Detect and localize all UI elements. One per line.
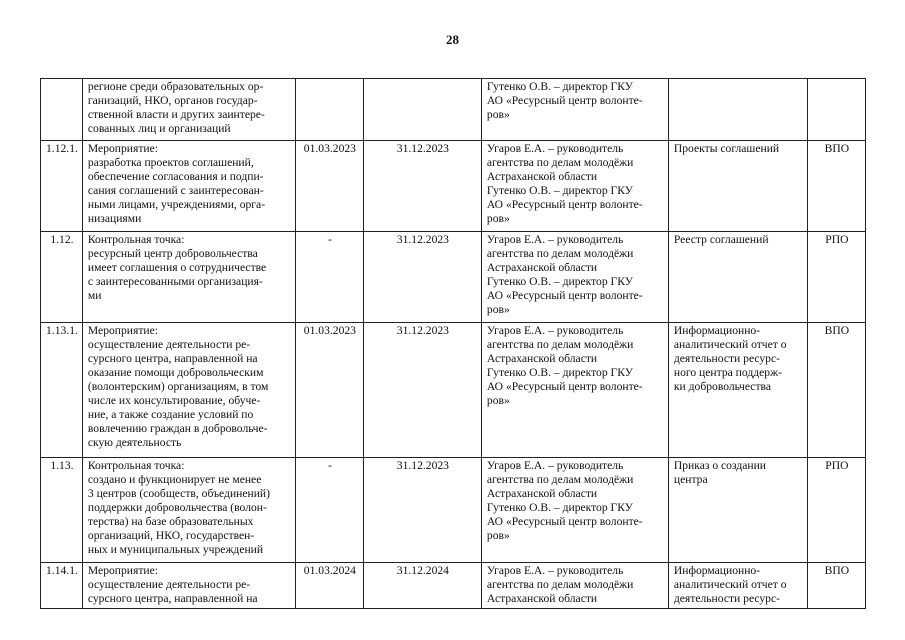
activity-description-line: Мероприятие: <box>87 564 158 577</box>
responsible-persons-line: Угаров Е.А. – руководитель <box>486 459 624 472</box>
responsible-persons-line: Астраханской области <box>486 352 598 365</box>
level-code: ВПО <box>807 563 865 609</box>
table-row <box>41 323 866 458</box>
page-number: 28 <box>446 32 459 47</box>
activity-description-line: с заинтересованными организация- <box>87 275 263 288</box>
end-date: 31.12.2023 <box>363 323 481 458</box>
end-date: 31.12.2023 <box>363 458 481 563</box>
activity-description-line: ресурсный центр добровольчества <box>87 247 258 260</box>
responsible-persons <box>481 458 668 563</box>
responsible-persons-line: Астраханской области <box>486 592 598 605</box>
responsible-persons-line: ров» <box>486 212 510 225</box>
responsible-persons <box>481 141 668 232</box>
responsible-persons-line: АО «Ресурсный центр волонте- <box>486 289 643 302</box>
activity-description-line: Мероприятие: <box>87 142 158 155</box>
responsible-persons-line: агентства по делам молодёжи <box>486 247 634 260</box>
activity-description-line: Контрольная точка: <box>87 459 185 472</box>
activity-description <box>82 79 295 141</box>
row-number <box>41 79 83 141</box>
row-number: 1.12.1. <box>41 141 83 232</box>
level-code: РПО <box>807 458 865 563</box>
activity-description-line: ными лицами, учреждениями, орга- <box>87 198 266 211</box>
table-row <box>41 458 866 563</box>
activity-description <box>82 323 295 458</box>
activity-description-line: поддержки добровольчества (волон- <box>87 501 267 514</box>
responsible-persons-line: ров» <box>486 303 510 316</box>
activity-description-line: ственной власти и других заинтере- <box>87 108 265 121</box>
responsible-persons-line: агентства по делам молодёжи <box>486 578 634 591</box>
responsible-persons-line: Угаров Е.А. – руководитель <box>486 324 624 337</box>
responsible-persons-line: Астраханской области <box>486 170 598 183</box>
result-document-line: деятельности ресурс- <box>673 352 780 365</box>
responsible-persons <box>481 563 668 609</box>
level-code: ВПО <box>807 141 865 232</box>
responsible-persons-line: АО «Ресурсный центр волонте- <box>486 515 643 528</box>
start-date <box>295 79 363 141</box>
activity-description-line: Мероприятие: <box>87 324 158 337</box>
activity-description-line: ми <box>87 289 102 302</box>
start-date: 01.03.2024 <box>295 563 363 609</box>
activity-description <box>82 563 295 609</box>
activity-description-line: низациями <box>87 212 142 225</box>
activity-description-line: регионе среди образовательных ор- <box>87 80 264 93</box>
end-date: 31.12.2024 <box>363 563 481 609</box>
row-number: 1.12. <box>41 232 83 323</box>
activity-description-line: ние, а также создание условий по <box>87 408 254 421</box>
level-code <box>807 79 865 141</box>
result-document-line: аналитический отчет о <box>673 578 787 591</box>
activity-description <box>82 141 295 232</box>
activity-description-line: скую деятельность <box>87 436 182 449</box>
start-date: - <box>295 458 363 563</box>
activity-description <box>82 458 295 563</box>
end-date: 31.12.2023 <box>363 141 481 232</box>
result-document <box>668 563 807 609</box>
activity-description-line: ных и муниципальных учреждений <box>87 543 264 556</box>
result-document <box>668 323 807 458</box>
activity-description-line: организаций, НКО, государствен- <box>87 529 255 542</box>
end-date: 31.12.2023 <box>363 232 481 323</box>
table-row <box>41 563 866 609</box>
result-document-line: центра <box>673 473 708 486</box>
activity-description-line: осуществление деятельности ре- <box>87 338 251 351</box>
responsible-persons-line: Гутенко О.В. – директор ГКУ <box>486 366 633 379</box>
end-date <box>363 79 481 141</box>
responsible-persons <box>481 79 668 141</box>
start-date: 01.03.2023 <box>295 323 363 458</box>
row-number: 1.13.1. <box>41 323 83 458</box>
responsible-persons-line: Угаров Е.А. – руководитель <box>486 564 624 577</box>
responsible-persons-line: агентства по делам молодёжи <box>486 338 634 351</box>
result-document <box>668 458 807 563</box>
table-row <box>41 141 866 232</box>
start-date: - <box>295 232 363 323</box>
table-row <box>41 79 866 141</box>
responsible-persons-line: Гутенко О.В. – директор ГКУ <box>486 275 633 288</box>
responsible-persons-line: Астраханской области <box>486 487 598 500</box>
result-document-line: Приказ о создании <box>673 459 767 472</box>
responsible-persons-line: агентства по делам молодёжи <box>486 473 634 486</box>
row-number: 1.13. <box>41 458 83 563</box>
activity-description-line: (волонтерским) организациям, в том <box>87 380 269 393</box>
activity-description-line: сурсного центра, направленной на <box>87 352 258 365</box>
responsible-persons-line: агентства по делам молодёжи <box>486 156 634 169</box>
activity-description-line: сованных лиц и организаций <box>87 122 231 135</box>
activity-description <box>82 232 295 323</box>
activity-description-line: сурсного центра, направленной на <box>87 592 258 605</box>
responsible-persons-line: Гутенко О.В. – директор ГКУ <box>486 501 633 514</box>
row-number: 1.14.1. <box>41 563 83 609</box>
result-document-line: Информационно- <box>673 324 761 337</box>
responsible-persons-line: Гутенко О.В. – директор ГКУ <box>486 80 633 93</box>
activity-description-line: ганизаций, НКО, органов государ- <box>87 94 258 107</box>
responsible-persons-line: ров» <box>486 108 510 121</box>
responsible-persons <box>481 232 668 323</box>
result-document <box>668 79 807 141</box>
level-code: ВПО <box>807 323 865 458</box>
activity-description-line: оказание помощи добровольческим <box>87 366 264 379</box>
result-document <box>668 141 807 232</box>
level-code: РПО <box>807 232 865 323</box>
responsible-persons-line: АО «Ресурсный центр волонте- <box>486 198 643 211</box>
activity-description-line: разработка проектов соглашений, <box>87 156 254 169</box>
activity-description-line: имеет соглашения о сотрудничестве <box>87 261 267 274</box>
activity-description-line: Контрольная точка: <box>87 233 185 246</box>
responsible-persons-line: Угаров Е.А. – руководитель <box>486 142 624 155</box>
activity-description-line: 3 центров (сообществ, объединений) <box>87 487 270 500</box>
activity-description-line: создано и функционирует не менее <box>87 473 262 486</box>
responsible-persons-line: Угаров Е.А. – руководитель <box>486 233 624 246</box>
responsible-persons-line: Астраханской области <box>486 261 598 274</box>
result-document-line: аналитический отчет о <box>673 338 787 351</box>
start-date: 01.03.2023 <box>295 141 363 232</box>
responsible-persons-line: АО «Ресурсный центр волонте- <box>486 94 643 107</box>
activity-description-line: осуществление деятельности ре- <box>87 578 251 591</box>
responsible-persons-line: Гутенко О.В. – директор ГКУ <box>486 184 633 197</box>
activity-description-line: сания соглашений с заинтересован- <box>87 184 264 197</box>
activity-description-line: вовлечению граждан в добровольче- <box>87 422 268 435</box>
result-document-line: Информационно- <box>673 564 761 577</box>
responsible-persons-line: АО «Ресурсный центр волонте- <box>486 380 643 393</box>
result-document-line: Реестр соглашений <box>673 233 769 246</box>
result-document-line: ки добровольчества <box>673 380 771 393</box>
result-document <box>668 232 807 323</box>
activity-description-line: терства) на базе образовательных <box>87 515 254 528</box>
responsible-persons-line: ров» <box>486 394 510 407</box>
result-document-line: Проекты соглашений <box>673 142 780 155</box>
result-document-line: деятельности ресурс- <box>673 592 780 605</box>
result-document-line: ного центра поддерж- <box>673 366 782 379</box>
plan-table <box>40 78 866 609</box>
table-row <box>41 232 866 323</box>
activity-description-line: обеспечение согласования и подпи- <box>87 170 264 183</box>
responsible-persons-line: ров» <box>486 529 510 542</box>
responsible-persons <box>481 323 668 458</box>
activity-description-line: числе их консультирование, обуче- <box>87 394 261 407</box>
